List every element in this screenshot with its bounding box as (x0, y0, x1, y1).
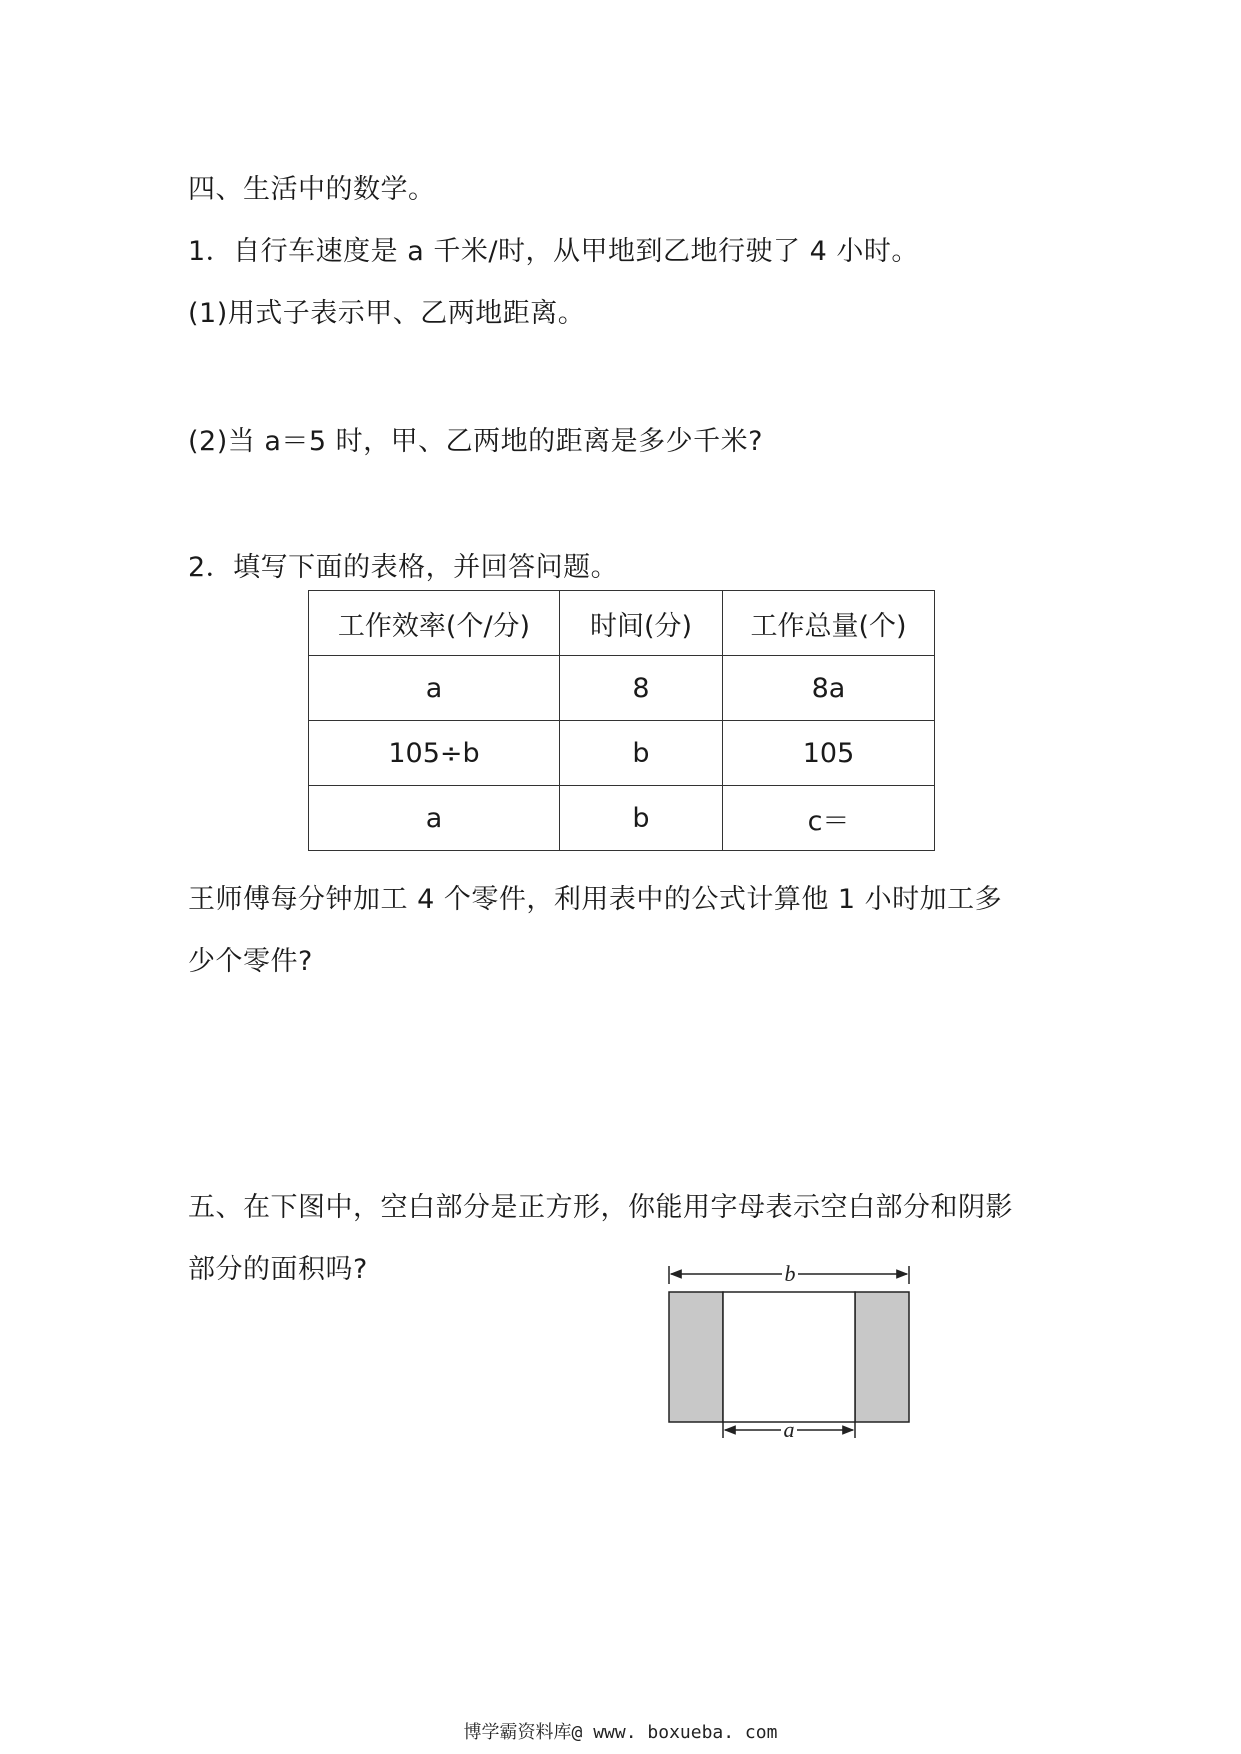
table-cell: b (560, 721, 723, 786)
table-cell: 105 (723, 721, 935, 786)
q2-question-line2: 少个零件? (188, 946, 313, 977)
table-row (309, 721, 935, 786)
label-b: b (784, 1261, 796, 1286)
table-cell: a (309, 786, 560, 851)
table-cell: 8a (723, 656, 935, 721)
work-table (308, 590, 935, 851)
table-row (309, 786, 935, 851)
q1-stem: 1．自行车速度是 a 千米/时，从甲地到乙地行驶了 4 小时。 (188, 236, 919, 267)
square-diagram (666, 1258, 916, 1438)
table-cell: c＝ (723, 786, 935, 851)
header-cell: 时间(分) (560, 591, 723, 656)
label-a: a (783, 1417, 795, 1438)
shaded-rect-right (855, 1292, 909, 1422)
table-header-row (309, 591, 935, 656)
section4-title: 四、生活中的数学。 (188, 174, 436, 205)
shaded-rect-left (669, 1292, 723, 1422)
table-cell: 8 (560, 656, 723, 721)
table-cell: a (309, 656, 560, 721)
header-cell: 工作总量(个) (723, 591, 935, 656)
section5-line2: 部分的面积吗? (188, 1254, 368, 1285)
q2-question-line1: 王师傅每分钟加工 4 个零件，利用表中的公式计算他 1 小时加工多 (188, 884, 1003, 915)
footer-watermark: 博学霸资料库@ www. boxueba. com (463, 1722, 778, 1743)
q1-part2: (2)当 a＝5 时，甲、乙两地的距离是多少千米? (188, 426, 763, 457)
q1-part1: (1)用式子表示甲、乙两地距离。 (188, 298, 586, 329)
table-cell: 105÷b (309, 721, 560, 786)
header-cell: 工作效率(个/分) (309, 591, 560, 656)
q2-stem: 2．填写下面的表格，并回答问题。 (188, 552, 619, 583)
section5-line1: 五、在下图中，空白部分是正方形，你能用字母表示空白部分和阴影 (188, 1192, 1013, 1223)
table-row (309, 656, 935, 721)
blank-square (723, 1292, 855, 1422)
table-cell: b (560, 786, 723, 851)
